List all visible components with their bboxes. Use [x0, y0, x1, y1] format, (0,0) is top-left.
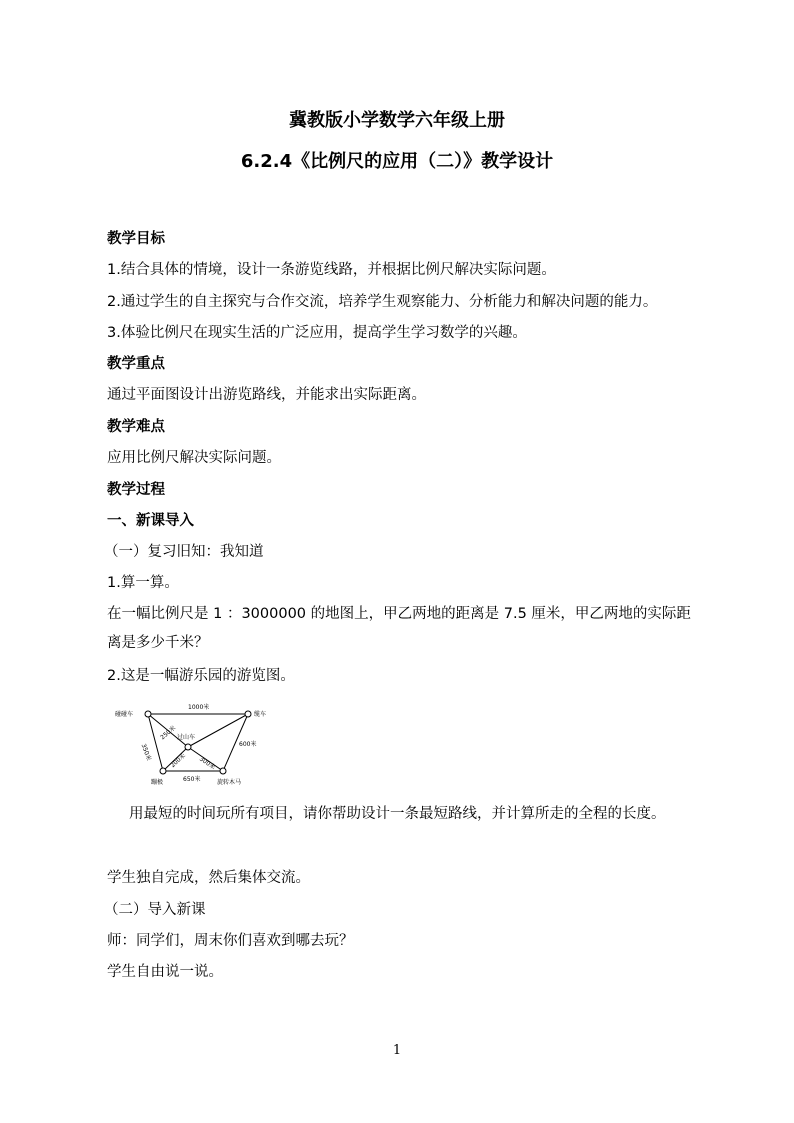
label-bumper-cars: 碰碰车	[115, 711, 134, 718]
map-intro: 2.这是一幅游乐园的游览图。	[107, 668, 295, 684]
label-edge-1000: 1000米	[188, 704, 210, 711]
objective-1: 1.结合具体的情境，设计一条游览线路，并根据比例尺解决实际问题。	[107, 262, 556, 278]
node-bumper-cars	[145, 711, 151, 717]
label-carousel: 旋转木马	[217, 779, 242, 786]
part1-subheading-2: （二）导入新课	[104, 902, 206, 918]
label-roller-coaster: 过山车	[177, 734, 196, 741]
page-number: 1	[392, 1043, 402, 1058]
objectives-heading: 教学目标	[107, 231, 165, 247]
part1-subheading-1: （一）复习旧知：我知道	[104, 544, 264, 560]
map-task: 用最短的时间玩所有项目，请你帮助设计一条最短路线，并计算所走的全程的长度。	[129, 806, 666, 822]
node-cable-car	[245, 711, 251, 717]
label-edge-350: 350米	[139, 742, 153, 762]
document-title: 冀教版小学数学六年级上册	[289, 110, 505, 131]
teacher-line: 师：同学们，周末你们喜欢到哪去玩？	[107, 933, 354, 949]
node-bungee	[160, 768, 166, 774]
student-line: 学生自由说一说。	[107, 964, 223, 980]
park-route-map	[105, 700, 275, 790]
label-edge-200: 200米	[169, 752, 188, 770]
label-cable-car: 缆车	[254, 711, 267, 718]
calc-problem: 在一幅比例尺是 1 ：3000000 的地图上，甲乙两地的距离是 7.5 厘米，甲乙两地的实际距离是多少千米？	[107, 606, 691, 651]
label-bungee: 蹦极	[151, 779, 164, 786]
label-edge-300: 300米	[198, 755, 217, 772]
key-points-text: 通过平面图设计出游览路线，并能求出实际距离。	[107, 387, 426, 403]
label-edge-650: 650米	[183, 776, 201, 783]
calc-heading: 1.算一算。	[107, 575, 179, 591]
part1-heading: 一、新课导入	[107, 513, 194, 529]
map-followup: 学生独自完成，然后集体交流。	[107, 870, 310, 886]
label-edge-250: 250米	[159, 724, 178, 742]
objective-2: 2.通过学生的自主探究与合作交流，培养学生观察能力、分析能力和解决问题的能力。	[107, 294, 658, 310]
difficulty-text: 应用比例尺解决实际问题。	[107, 450, 281, 466]
key-points-heading: 教学重点	[107, 356, 165, 372]
document-subtitle: 6.2.4《比例尺的应用（二）》教学设计	[240, 151, 554, 172]
node-roller-coaster	[185, 744, 191, 750]
label-edge-600: 600米	[239, 741, 257, 748]
process-heading: 教学过程	[107, 482, 165, 498]
difficulty-heading: 教学难点	[107, 419, 165, 435]
node-carousel	[220, 768, 226, 774]
edge-350	[148, 714, 163, 771]
objective-3: 3.体验比例尺在现实生活的广泛应用，提高学生学习数学的兴趣。	[107, 325, 527, 341]
